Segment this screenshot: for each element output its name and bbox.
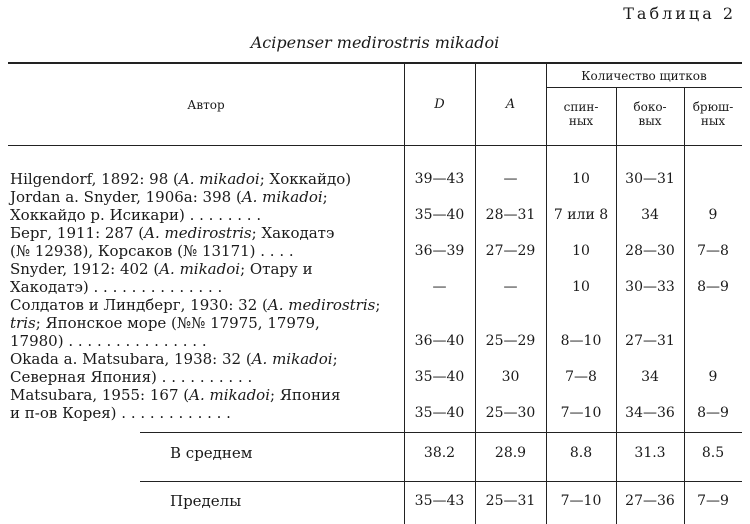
italic-species-name: A. mikadoi	[159, 260, 241, 278]
value-ventral: 7—8	[697, 243, 729, 259]
table-caption: Таблица 2	[623, 4, 736, 23]
reference-line: Hilgendorf, 1892: 98 (A. mikadoi; Хоккайдо)	[10, 170, 352, 188]
value-d: 36—39	[414, 243, 465, 259]
average-label: В среднем	[170, 444, 253, 462]
value-ventral: 8—9	[697, 279, 729, 295]
value-lateral: 30—33	[625, 279, 675, 295]
reference-line: Берг, 1911: 287 (A. medirostris; Хакодатэ	[10, 224, 335, 242]
species-title: Acipenser medirostris mikadoi	[250, 33, 500, 52]
top-rule	[8, 62, 742, 64]
reference-line: Matsubara, 1955: 167 (A. mikadoi; Япония	[10, 386, 341, 404]
value-d: 36—40	[414, 333, 465, 349]
italic-species-name: A. mikadoi	[251, 350, 333, 368]
value-a: 28—31	[485, 207, 536, 223]
value-a: 30	[501, 369, 520, 385]
value-lateral: 28—30	[625, 243, 675, 259]
reference-line: и п-ов Корея) . . . . . . . . . . . .	[10, 404, 231, 422]
value-ventral: 8—9	[697, 405, 729, 421]
limits-lateral: 27—36	[625, 493, 675, 509]
reference-line: tris; Японское море (№№ 17975, 17979,	[10, 314, 320, 332]
header-dorsal	[546, 100, 616, 128]
value-dorsal: 10	[572, 171, 590, 187]
value-a: 25—30	[485, 405, 536, 421]
italic-species-name: A. mikadoi	[189, 386, 270, 404]
value-ventral: 9	[708, 369, 718, 385]
summary-rule-1	[140, 432, 742, 433]
average-a: 28.9	[494, 445, 527, 461]
italic-species-name: A. medirostris	[267, 296, 376, 314]
value-lateral: 34—36	[625, 405, 675, 421]
average-lateral: 31.3	[634, 445, 666, 461]
header-ventral-line2: ных	[700, 114, 726, 128]
header-dorsal-line2: ных	[568, 114, 594, 128]
scutes-group-rule	[546, 87, 742, 88]
italic-species-name: A. medirostris	[144, 224, 252, 242]
header-scutes-group: Количество щитков	[581, 69, 707, 83]
average-dorsal: 8.8	[569, 445, 593, 461]
value-dorsal: 8—10	[560, 333, 602, 349]
value-lateral: 27—31	[625, 333, 675, 349]
limits-label: Пределы	[170, 492, 242, 510]
value-a: 25—29	[485, 333, 536, 349]
limits-ventral: 7—9	[697, 493, 729, 509]
value-a: —	[503, 279, 518, 295]
value-dorsal: 7—8	[565, 369, 597, 385]
header-d: D	[434, 97, 445, 112]
value-lateral: 34	[641, 369, 659, 385]
value-dorsal: 10	[572, 279, 590, 295]
value-a: 27—29	[485, 243, 536, 259]
summary-rule-2	[140, 481, 742, 482]
value-dorsal: 7—10	[560, 405, 602, 421]
reference-line: Северная Япония) . . . . . . . . . .	[10, 368, 253, 386]
value-d: 35—40	[414, 405, 465, 421]
reference-line: (№ 12938), Корсаков (№ 13171) . . . .	[10, 242, 294, 260]
header-ventral-line1: брюш-	[692, 100, 734, 114]
reference-line: 17980) . . . . . . . . . . . . . . .	[10, 332, 207, 350]
value-ventral: 9	[708, 207, 718, 223]
average-ventral: 8.5	[701, 445, 725, 461]
header-author: Автор	[187, 98, 225, 112]
reference-line: Солдатов и Линдберг, 1930: 32 (A. medirostris;	[10, 296, 381, 314]
reference-line: Хакодатэ) . . . . . . . . . . . . . .	[10, 278, 223, 296]
header-bottom-rule	[8, 145, 742, 146]
limits-dorsal: 7—10	[560, 493, 602, 509]
italic-species-name: A. mikadoi	[178, 170, 260, 188]
value-d: 35—40	[414, 369, 465, 385]
value-lateral: 30—31	[625, 171, 675, 187]
value-a: —	[503, 171, 518, 187]
limits-d: 35—43	[414, 493, 465, 509]
header-dorsal-line1: спин-	[563, 100, 599, 114]
header-lateral-line1: боко-	[633, 100, 667, 114]
italic-species-name: A. mikadoi	[241, 188, 323, 206]
value-d: —	[432, 279, 447, 295]
reference-line: Snyder, 1912: 402 (A. mikadoi; Отару и	[10, 260, 313, 278]
value-dorsal: 7 или 8	[553, 207, 609, 223]
header-lateral-line2: вых	[638, 114, 662, 128]
header-ventral	[684, 100, 742, 128]
header-a: A	[505, 97, 516, 112]
reference-line: Okada a. Matsubara, 1938: 32 (A. mikadoi;	[10, 350, 338, 368]
value-d: 39—43	[414, 171, 465, 187]
average-d: 38.2	[423, 445, 456, 461]
reference-line: Jordan a. Snyder, 1906a: 398 (A. mikadoi;	[10, 188, 328, 206]
limits-a: 25—31	[485, 493, 536, 509]
italic-species-name: tris	[10, 314, 36, 332]
value-d: 35—40	[414, 207, 465, 223]
value-lateral: 34	[641, 207, 659, 223]
reference-line: Хоккайдо р. Исикари) . . . . . . . .	[10, 206, 262, 224]
value-dorsal: 10	[572, 243, 590, 259]
header-lateral	[616, 100, 684, 128]
